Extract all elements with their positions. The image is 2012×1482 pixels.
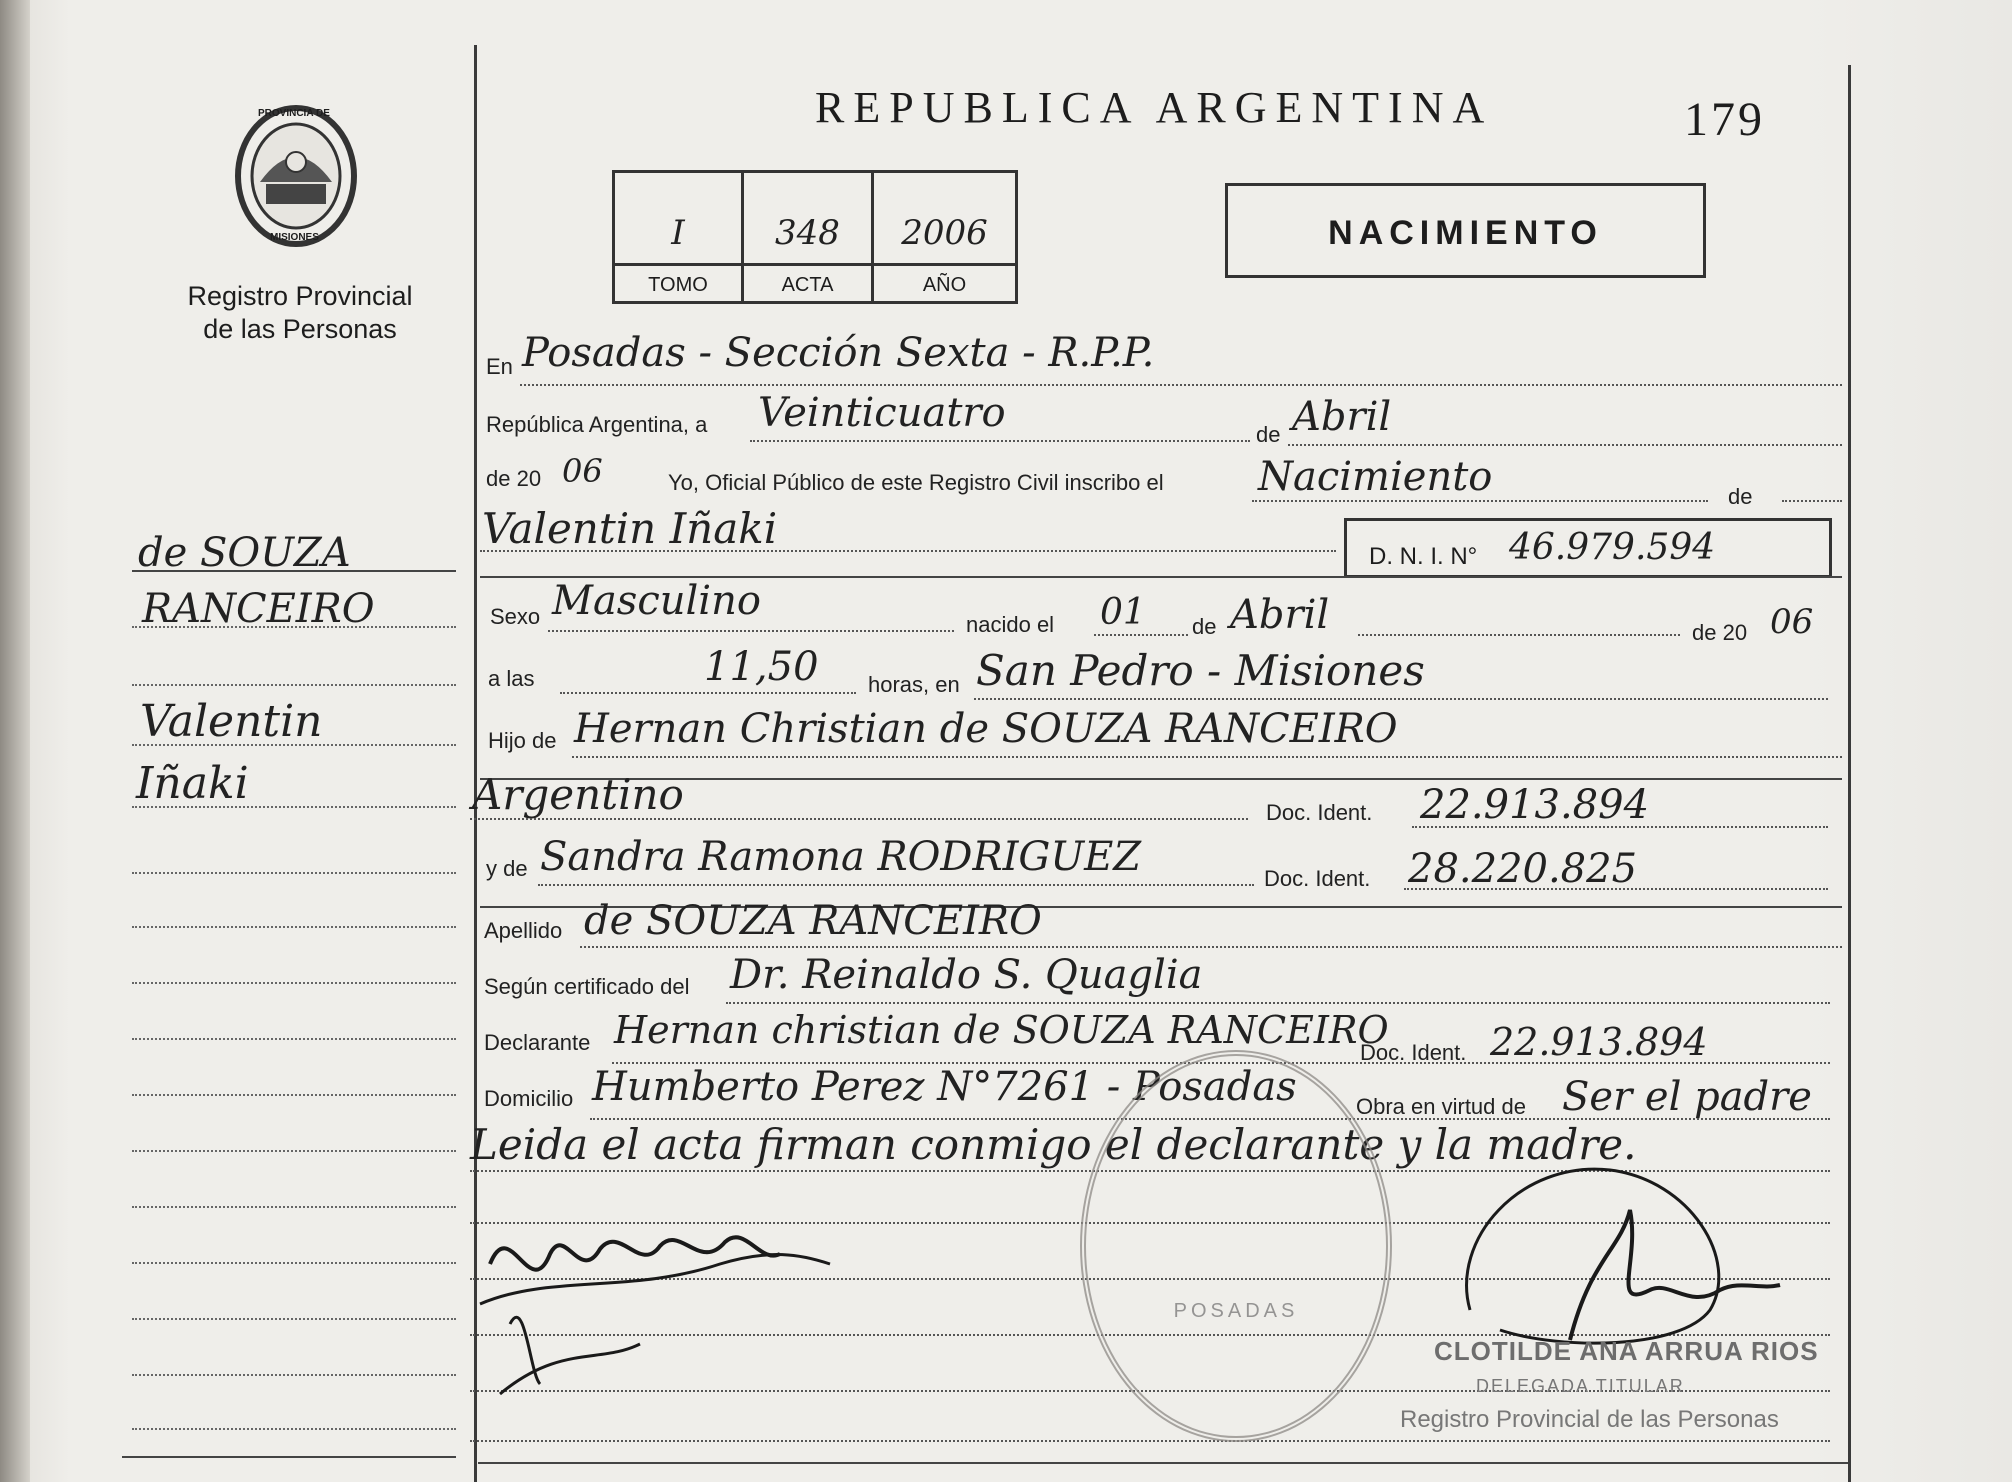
registry-name bbox=[150, 280, 450, 346]
apellido-line bbox=[580, 946, 1842, 948]
tomo-cell bbox=[615, 173, 744, 301]
sexo-value: Masculino bbox=[552, 578, 761, 624]
declarante-name-value: Hernan christian de SOUZA RANCEIRO bbox=[614, 1008, 1389, 1052]
margin-rule-7 bbox=[132, 926, 456, 928]
record-type-box bbox=[1225, 183, 1706, 278]
registry-line-2: de las Personas bbox=[203, 314, 397, 344]
obra-value: Ser el padre bbox=[1562, 1074, 1812, 1120]
hour-line bbox=[560, 692, 856, 694]
event-value: Nacimiento bbox=[1258, 454, 1493, 500]
official-name: CLOTILDE ANA ARRUA RIOS bbox=[1434, 1336, 1819, 1366]
mother-doc-line bbox=[1404, 888, 1828, 890]
dni-box bbox=[1344, 518, 1832, 578]
de-label-2: de bbox=[1728, 484, 1753, 509]
doc-label-father: Doc. Ident. bbox=[1266, 800, 1373, 825]
month-value: Abril bbox=[1292, 394, 1392, 440]
place-value: Posadas - Sección Sexta - R.P.P. bbox=[522, 330, 1155, 376]
obra-label: Obra en virtud de bbox=[1356, 1094, 1526, 1119]
stamp-city: POSADAS bbox=[1173, 1300, 1299, 1322]
month-line bbox=[1288, 444, 1842, 446]
de-label-3: de bbox=[1192, 614, 1217, 639]
mother-name-line bbox=[538, 884, 1254, 886]
child-name-value: Valentin Iñaki bbox=[482, 504, 778, 553]
margin-given-2: Iñaki bbox=[136, 758, 249, 809]
registry-line-1: Registro Provincial bbox=[187, 281, 413, 311]
republica-label: República Argentina, a bbox=[486, 412, 708, 437]
provincial-seal-logo bbox=[232, 102, 360, 252]
margin-rule-15 bbox=[132, 1374, 456, 1376]
de-line-2 bbox=[1782, 500, 1842, 502]
record-type-label: NACIMIENTO bbox=[1328, 214, 1603, 252]
margin-rule-9 bbox=[132, 1038, 456, 1040]
de-label: de bbox=[1256, 422, 1281, 447]
place-line bbox=[520, 384, 1842, 386]
day-words-line bbox=[750, 440, 1250, 442]
country-title: REPUBLICA ARGENTINA bbox=[815, 83, 1494, 132]
margin-rule-6 bbox=[132, 872, 456, 874]
event-line bbox=[1252, 500, 1708, 502]
father-section-rule bbox=[480, 778, 1842, 780]
horas-label: horas, en bbox=[868, 672, 960, 697]
dni-value: 46.979.594 bbox=[1509, 527, 1716, 568]
acta-label: ACTA bbox=[781, 274, 834, 296]
seal-text-bottom: MISIONES bbox=[270, 232, 319, 243]
acta-cell bbox=[744, 173, 874, 301]
domicilio-label: Domicilio bbox=[484, 1086, 574, 1111]
dni-label: D. N. I. N° bbox=[1369, 543, 1478, 570]
margin-rule-11 bbox=[132, 1150, 456, 1152]
year-suffix-value: 06 bbox=[562, 452, 603, 490]
mother-doc-value: 28.220.825 bbox=[1408, 846, 1638, 892]
declarant-signature bbox=[470, 1194, 850, 1424]
official-stamp bbox=[1080, 1050, 1392, 1442]
nacido-label: nacido el bbox=[966, 612, 1055, 637]
year-prefix-label: de 20 bbox=[486, 466, 542, 491]
apellido-label: Apellido bbox=[484, 918, 563, 943]
father-nationality-line bbox=[470, 818, 1248, 820]
margin-given-1: Valentin bbox=[140, 696, 323, 747]
margin-rule-8 bbox=[132, 982, 456, 984]
hour-value: 11,50 bbox=[704, 644, 819, 690]
doc-label-declarante: Doc. Ident. bbox=[1360, 1040, 1467, 1065]
margin-rule-1 bbox=[132, 570, 456, 572]
rule-extra-5 bbox=[470, 1440, 1830, 1442]
birth-place-line bbox=[974, 698, 1828, 700]
hijo-label: Hijo de bbox=[488, 728, 557, 753]
father-name-value: Hernan Christian de SOUZA RANCEIRO bbox=[574, 706, 1398, 752]
birth-month-value: Abril bbox=[1230, 592, 1330, 638]
de20-label: de 20 bbox=[1692, 620, 1748, 645]
declarante-label: Declarante bbox=[484, 1030, 591, 1055]
officer-text: Yo, Oficial Público de este Registro Civil inscribo el bbox=[668, 470, 1164, 495]
father-doc-line bbox=[1412, 826, 1828, 828]
birth-year-value: 06 bbox=[1770, 602, 1814, 642]
margin-rule-10 bbox=[132, 1094, 456, 1096]
right-border-rule bbox=[1848, 65, 1851, 1482]
margin-rule-14 bbox=[132, 1318, 456, 1320]
doctor-line bbox=[726, 1002, 1830, 1004]
segun-label: Según certificado del bbox=[484, 974, 690, 999]
margin-rule-2 bbox=[132, 626, 456, 628]
ano-label: AÑO bbox=[922, 274, 967, 296]
closing-text: Leida el acta firman conmigo el declarante y la madre. bbox=[470, 1120, 1637, 1169]
book-spine bbox=[0, 0, 30, 1482]
official-signature bbox=[1440, 1140, 1800, 1360]
tomo-value: I bbox=[671, 213, 685, 253]
declarante-doc-value: 22.913.894 bbox=[1490, 1020, 1708, 1064]
official-title: DELEGADA TITULAR bbox=[1476, 1376, 1685, 1396]
margin-surname-2: RANCEIRO bbox=[142, 586, 375, 632]
doc-label-mother: Doc. Ident. bbox=[1264, 866, 1371, 891]
doctor-value: Dr. Reinaldo S. Quaglia bbox=[730, 952, 1203, 998]
en-label: En bbox=[486, 354, 513, 379]
father-name-line bbox=[572, 756, 1842, 758]
tomo-label: TOMO bbox=[648, 274, 708, 296]
reference-box bbox=[612, 170, 1018, 304]
reference-box-divider bbox=[615, 263, 1015, 266]
margin-rule-13 bbox=[132, 1262, 456, 1264]
child-name-line bbox=[480, 550, 1336, 552]
mother-name-value: Sandra Ramona RODRIGUEZ bbox=[540, 834, 1142, 880]
margin-bottom-rule bbox=[122, 1456, 456, 1458]
margin-rule-12 bbox=[132, 1206, 456, 1208]
official-registry: Registro Provincial de las Personas bbox=[1400, 1406, 1779, 1433]
domicilio-value: Humberto Perez N°7261 - Posadas bbox=[592, 1064, 1297, 1110]
birth-day-line bbox=[1094, 634, 1188, 636]
bottom-rule bbox=[478, 1462, 1848, 1464]
page-number: 179 bbox=[1684, 93, 1765, 146]
y-de-label: y de bbox=[486, 856, 528, 881]
ano-value: 2006 bbox=[901, 213, 988, 253]
margin-surname-1: de SOUZA bbox=[138, 530, 351, 576]
acta-value: 348 bbox=[775, 213, 840, 253]
sexo-line bbox=[548, 630, 954, 632]
apellido-value: de SOUZA RANCEIRO bbox=[584, 898, 1042, 944]
margin-rule-16 bbox=[132, 1428, 456, 1430]
father-nationality-value: Argentino bbox=[472, 770, 684, 819]
ano-cell bbox=[874, 173, 1015, 301]
a-las-label: a las bbox=[488, 666, 535, 691]
father-doc-value: 22.913.894 bbox=[1420, 782, 1650, 828]
seal-text-top: PROVINCIA DE bbox=[258, 108, 330, 119]
sexo-label: Sexo bbox=[490, 604, 541, 629]
birth-month-line bbox=[1358, 634, 1680, 636]
day-words-value: Veinticuatro bbox=[758, 390, 1006, 436]
margin-rule-3 bbox=[132, 684, 456, 686]
margin-rule-4 bbox=[132, 744, 456, 746]
birth-day-value: 01 bbox=[1100, 592, 1146, 633]
birth-place-value: San Pedro - Misiones bbox=[976, 646, 1425, 695]
margin-rule-5 bbox=[132, 806, 456, 808]
